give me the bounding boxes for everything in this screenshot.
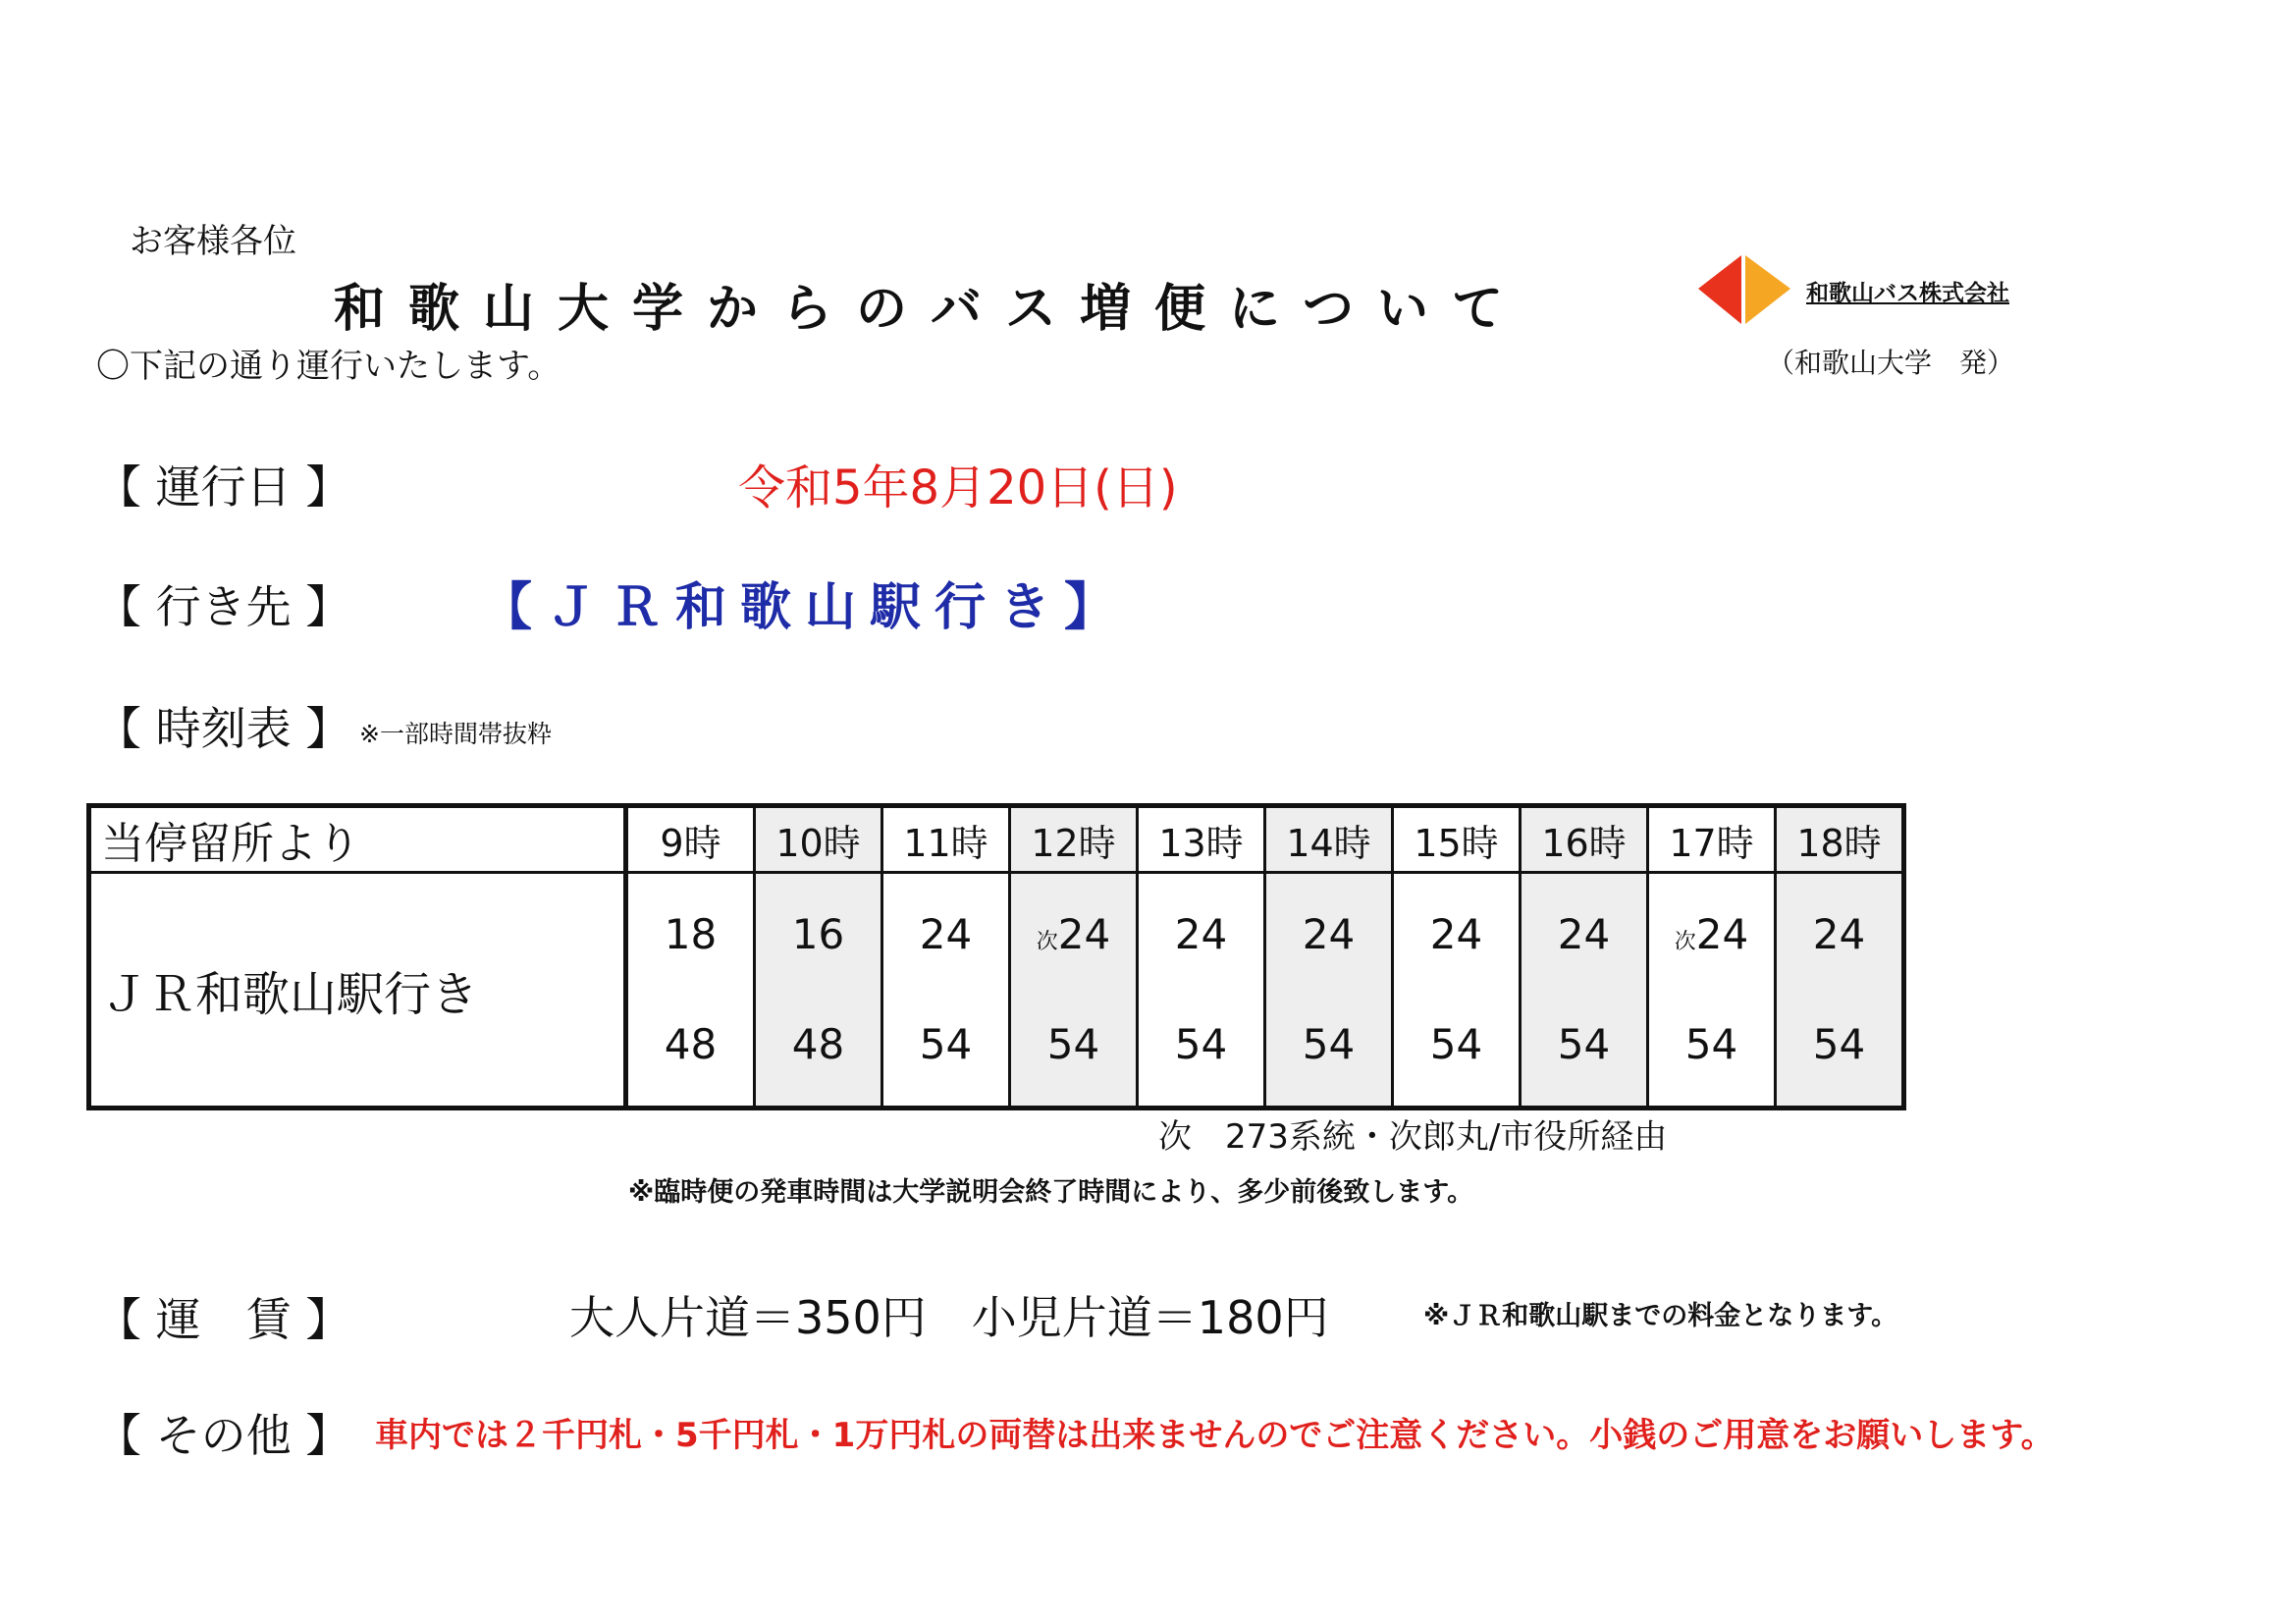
other-value: 車内では２千円札・5千円札・1万円札の両替は出来ませんのでご注意ください。小銭のご用意をお願いします。 (375, 1416, 2055, 1455)
hour-header: 12時 (1010, 806, 1138, 873)
logo-mark-icon (1696, 253, 1794, 324)
departure-cell: 24 54 (1521, 873, 1648, 1109)
fare-value: 大人片道＝350円 小児片道＝180円 (569, 1291, 1329, 1344)
departure-cell: 16 48 (755, 873, 882, 1109)
hour-header: 9時 (626, 806, 755, 873)
departure-cell: 24 54 (1138, 873, 1265, 1109)
hour-header: 11時 (882, 806, 1010, 873)
departure-cell: 次24 54 (1010, 873, 1138, 1109)
route-note: 次 273系統・次郎丸/市役所経由 (1158, 1117, 1668, 1157)
timetable-corner: 当停留所より (89, 806, 626, 873)
departure-cell: 24 54 (1776, 873, 1904, 1109)
departure-cell: 24 54 (882, 873, 1010, 1109)
destination-label: 【 行き先 】 (96, 580, 351, 633)
hour-header: 16時 (1521, 806, 1648, 873)
other-label: 【 その他 】 (96, 1409, 351, 1462)
departure-cell: 24 54 (1393, 873, 1521, 1109)
departure-cell: 18 48 (626, 873, 755, 1109)
fare-note: ※ＪＲ和歌山駅までの料金となります。 (1423, 1301, 1898, 1331)
departure-cell: 24 54 (1265, 873, 1393, 1109)
hour-header: 13時 (1138, 806, 1265, 873)
hour-header: 10時 (755, 806, 882, 873)
timetable-row (89, 873, 1904, 1109)
page-title: 和歌山大学からのバス増便について (334, 280, 1526, 339)
company-name: 和歌山バス株式会社 (1806, 281, 2009, 306)
hour-header: 18時 (1776, 806, 1904, 873)
fare-label: 【 運 賃 】 (96, 1293, 351, 1346)
temporary-service-note: ※臨時便の発車時間は大学説明会終了時間により、多少前後致します。 (628, 1177, 1474, 1208)
timetable-label: 【 時刻表 】 (96, 702, 351, 755)
company-logo (1696, 253, 2020, 324)
departure-cell: 次24 54 (1648, 873, 1776, 1109)
hour-header: 17時 (1648, 806, 1776, 873)
timetable-note: ※一部時間帯抜粋 (359, 720, 552, 748)
timetable-header-row (89, 806, 1904, 873)
date-value: 令和5年8月20日(日) (738, 460, 1178, 515)
salutation: お客様各位 (130, 222, 296, 261)
hour-header: 14時 (1265, 806, 1393, 873)
timetable (86, 803, 1906, 1110)
hour-header: 15時 (1393, 806, 1521, 873)
route-name: ＪＲ和歌山駅行き (89, 873, 626, 1109)
destination-value: 【ＪＲ和歌山駅行き】 (481, 578, 1130, 637)
intro-text: 〇下記の通り運行いたします。 (96, 347, 561, 386)
date-label: 【 運行日 】 (96, 460, 351, 514)
origin-note: （和歌山大学 発） (1767, 347, 2015, 379)
